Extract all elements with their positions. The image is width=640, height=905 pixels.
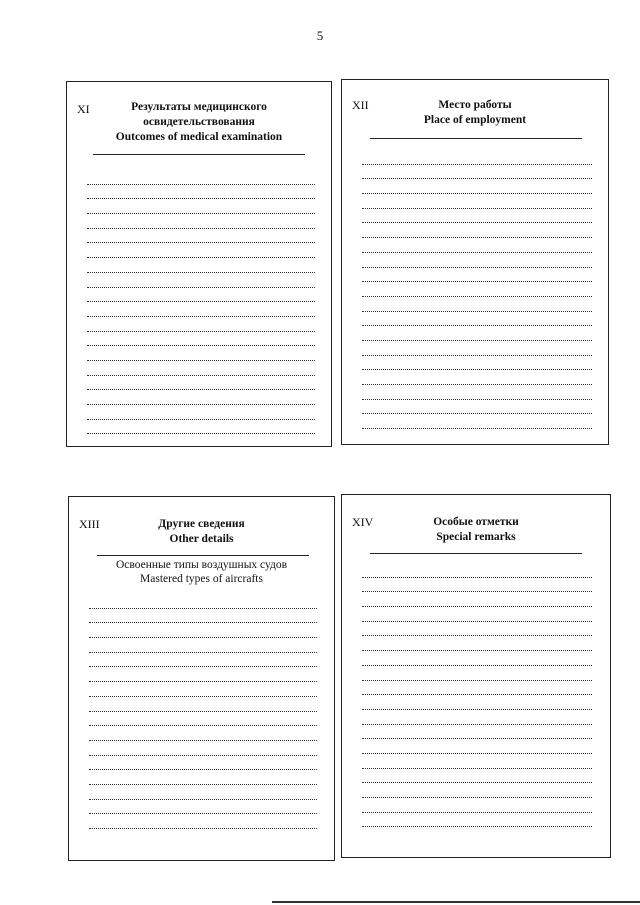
entry-line[interactable] (89, 667, 317, 682)
section-title (69, 517, 334, 547)
entry-line[interactable] (362, 326, 592, 341)
entry-line[interactable] (362, 400, 592, 415)
entry-line[interactable] (89, 594, 317, 609)
title-underline (370, 138, 582, 139)
section-number: XI (77, 102, 90, 116)
entry-lines (87, 170, 315, 434)
title-line-ru: Особые отметки (433, 516, 519, 528)
entry-line[interactable] (87, 390, 315, 405)
entry-line[interactable] (362, 725, 592, 740)
title-line-en: Place of employment (423, 114, 527, 126)
entry-line[interactable] (87, 199, 315, 214)
entry-line[interactable] (362, 238, 592, 253)
entry-line[interactable] (87, 317, 315, 332)
entry-line[interactable] (362, 798, 592, 813)
entry-line[interactable] (362, 253, 592, 268)
entry-line[interactable] (362, 341, 592, 356)
entry-line[interactable] (362, 666, 592, 681)
entry-line[interactable] (362, 268, 592, 283)
entry-line[interactable] (362, 622, 592, 637)
entry-line[interactable] (362, 414, 592, 429)
entry-line[interactable] (87, 273, 315, 288)
entry-line[interactable] (89, 609, 317, 624)
entry-line[interactable] (87, 229, 315, 244)
entry-line[interactable] (362, 754, 592, 769)
title-underline (93, 154, 305, 155)
entry-line[interactable] (362, 282, 592, 297)
title-line-ru-2: освидетельствования (143, 116, 255, 128)
entry-line[interactable] (89, 756, 317, 771)
entry-line[interactable] (89, 653, 317, 668)
title-line-en: Special remarks (436, 531, 516, 543)
title-underline (97, 555, 309, 556)
entry-line[interactable] (87, 185, 315, 200)
entry-line[interactable] (87, 258, 315, 273)
entry-line[interactable] (87, 346, 315, 361)
entry-line[interactable] (89, 741, 317, 756)
entry-line[interactable] (362, 739, 592, 754)
section-title (67, 100, 331, 145)
entry-line[interactable] (89, 682, 317, 697)
entry-lines (362, 563, 592, 827)
entry-line[interactable] (89, 785, 317, 800)
entry-line[interactable] (362, 783, 592, 798)
entry-line[interactable] (87, 361, 315, 376)
entry-line[interactable] (362, 636, 592, 651)
title-line-en: Other details (169, 533, 234, 545)
entry-line[interactable] (362, 356, 592, 371)
entry-line[interactable] (362, 150, 592, 165)
entry-line[interactable] (362, 681, 592, 696)
entry-line[interactable] (362, 710, 592, 725)
entry-line[interactable] (362, 563, 592, 578)
entry-line[interactable] (89, 623, 317, 638)
page-number: 5 (316, 28, 324, 43)
section-xiii (68, 496, 335, 861)
entry-line[interactable] (362, 592, 592, 607)
subheading-en: Mastered types of aircrafts (140, 573, 263, 585)
entry-line[interactable] (362, 695, 592, 710)
entry-lines (362, 150, 592, 429)
entry-line[interactable] (87, 332, 315, 347)
title-underline (370, 553, 582, 554)
entry-line[interactable] (89, 638, 317, 653)
title-line-ru: Другие сведения (158, 518, 245, 530)
entry-line[interactable] (87, 405, 315, 420)
title-line-ru: Место работы (438, 99, 512, 111)
entry-line[interactable] (362, 769, 592, 784)
entry-line[interactable] (362, 209, 592, 224)
entry-line[interactable] (362, 651, 592, 666)
section-xii (341, 79, 609, 445)
title-line-en: Outcomes of medical examination (115, 131, 283, 143)
entry-line[interactable] (362, 223, 592, 238)
entry-line[interactable] (87, 170, 315, 185)
entry-line[interactable] (362, 297, 592, 312)
entry-line[interactable] (89, 712, 317, 727)
section-number: XII (352, 98, 369, 112)
entry-line[interactable] (362, 607, 592, 622)
entry-line[interactable] (362, 165, 592, 180)
subheading (69, 558, 334, 586)
entry-line[interactable] (87, 302, 315, 317)
section-xiv (341, 494, 611, 858)
section-title (342, 98, 608, 128)
section-xi (66, 81, 332, 447)
entry-line[interactable] (89, 726, 317, 741)
entry-line[interactable] (87, 288, 315, 303)
entry-line[interactable] (89, 697, 317, 712)
subheading-ru: Освоенные типы воздушных судов (115, 559, 288, 571)
entry-line[interactable] (362, 813, 592, 828)
entry-line[interactable] (89, 814, 317, 829)
entry-line[interactable] (87, 214, 315, 229)
section-title (342, 515, 610, 545)
entry-line[interactable] (87, 420, 315, 435)
entry-line[interactable] (362, 179, 592, 194)
entry-line[interactable] (362, 578, 592, 593)
entry-line[interactable] (87, 376, 315, 391)
entry-line[interactable] (362, 194, 592, 209)
section-number: XIV (352, 515, 374, 529)
entry-lines (89, 594, 317, 829)
entry-line[interactable] (89, 800, 317, 815)
title-line-ru-1: Результаты медицинского (131, 101, 267, 113)
entry-line[interactable] (362, 385, 592, 400)
entry-line[interactable] (87, 243, 315, 258)
scan-edge-line (272, 901, 640, 903)
entry-line[interactable] (362, 370, 592, 385)
section-number: XIII (79, 517, 100, 531)
entry-line[interactable] (89, 770, 317, 785)
entry-line[interactable] (362, 312, 592, 327)
